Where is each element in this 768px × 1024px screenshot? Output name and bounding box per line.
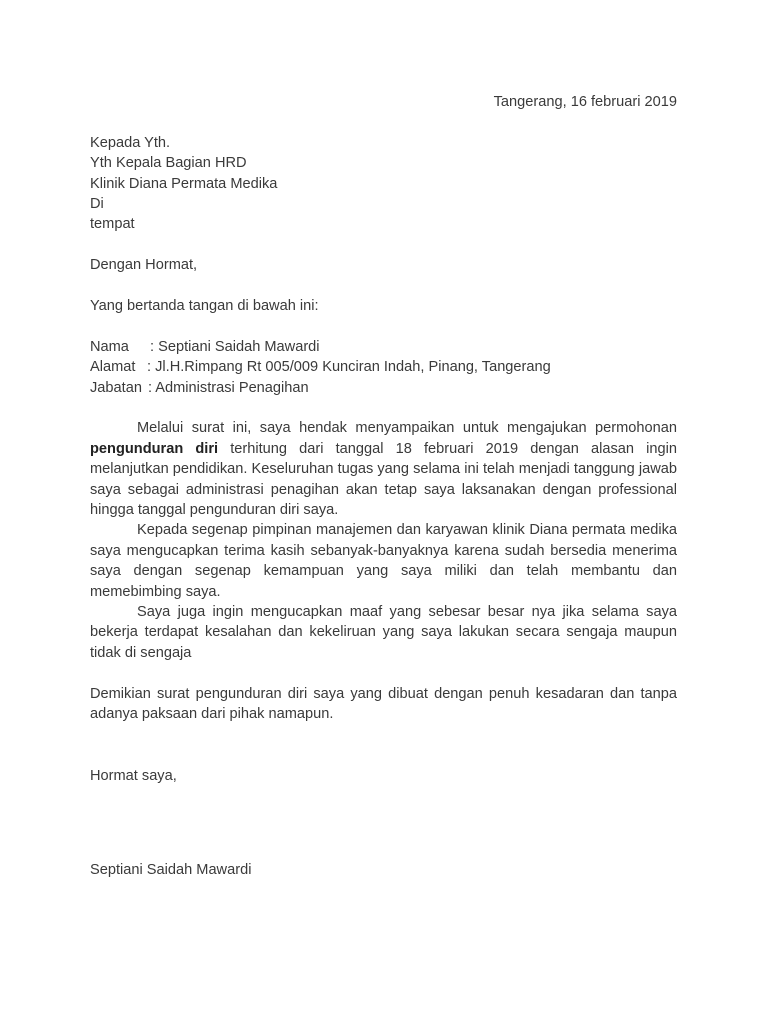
closing-paragraph: Demikian surat pengunduran diri saya yang dibuat dengan penuh kesadaran dan tanpa adanya paksaan dari pihak namapun. — [90, 685, 677, 723]
position-row — [90, 378, 677, 398]
body-paragraph-3: Saya juga ingin mengucapkan maaf yang sebesar besar nya jika selama saya bekerja terdapat kesalahan dan kekeliruan yang saya lakukan secara sengaja maupun tidak di sengaja — [90, 604, 677, 661]
recipient-line: tempat — [90, 216, 135, 233]
recipient-line: Yth Kepala Bagian HRD — [90, 155, 247, 172]
recipient-block — [90, 133, 677, 235]
address-label: Alamat — [90, 359, 136, 376]
name-label: Nama — [90, 338, 129, 355]
greeting: Dengan Hormat, — [90, 257, 198, 274]
position-value: : Administrasi Penagihan — [148, 379, 309, 396]
body-paragraph-2: Kepada segenap pimpinan manajemen dan karyawan klinik Diana permata medika saya mengucapkan terima kasih sebanyak-banyaknya karena sudah bersedia menerima saya dengan segenap kemampuan yang saya miliki dan telah membantu dan memebimbing saya. — [90, 522, 677, 600]
position-label: Jabatan — [90, 379, 142, 396]
paragraph-1-text: terhitung dari tanggal 18 februari 2019 dengan alasan ingin melanjutkan pendidikan. Keseluruhan tugas yang selama ini telah menjadi tanggung jawab saya sebagai administrasi penagihan akan tetap saya laksanakan dengan professional hingga tanggal pengunduran diri saya. — [90, 440, 677, 519]
valediction: Hormat saya, — [90, 767, 177, 784]
recipient-line: Di — [90, 196, 104, 213]
intro-line: Yang bertanda tangan di bawah ini: — [90, 298, 319, 315]
identity-block — [90, 337, 677, 398]
body-paragraph-1 — [90, 418, 677, 520]
paragraph-1-text: Melalui surat ini, saya hendak menyampaikan untuk mengajukan permohonan — [137, 420, 677, 437]
address-row — [90, 357, 677, 377]
signature-name: Septiani Saidah Mawardi — [90, 861, 252, 878]
paragraph-1-bold: pengunduran diri — [90, 440, 219, 457]
address-value: : Jl.H.Rimpang Rt 005/009 Kunciran Indah, Pinang, Tangerang — [147, 359, 551, 376]
name-row — [90, 337, 677, 357]
place-date: Tangerang, 16 februari 2019 — [493, 94, 677, 110]
recipient-line: Klinik Diana Permata Medika — [90, 175, 278, 192]
letter — [90, 92, 677, 880]
name-value: : Septiani Saidah Mawardi — [150, 338, 320, 355]
recipient-line: Kepada Yth. — [90, 134, 171, 151]
